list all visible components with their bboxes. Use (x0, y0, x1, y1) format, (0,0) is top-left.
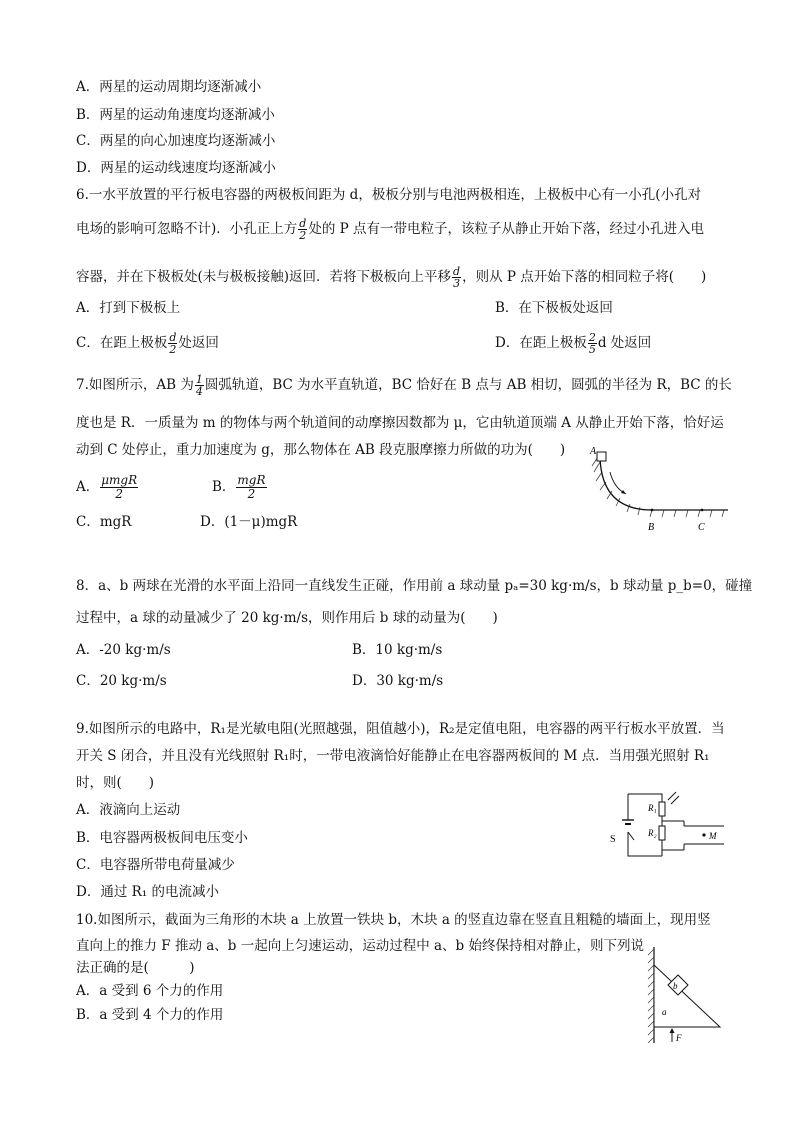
fraction-d-over-2: $\frac{d}{2}$ (299, 217, 307, 242)
point-m-label: M (709, 831, 717, 841)
q9-stem-line3: 时，则( ) (76, 775, 155, 791)
point-a-label: A (590, 446, 597, 457)
q10-stem-line3: 法正确的是( ) (76, 960, 195, 976)
q10-option-b: B．a 受到 4 个力的作用 (76, 1007, 224, 1023)
q7-option-a: A． $\frac{\text{μmgR}}{2}$ (76, 473, 138, 501)
droplet-m (702, 833, 705, 836)
q6-option-c: C．在距上极板 $\frac{d}{2}$ 处返回 (76, 331, 219, 356)
q8-option-b: B．10 kg·m/s (352, 642, 443, 658)
q6-text: 电场的影响可忽略不计)．小孔正上方 (76, 221, 298, 237)
q7-stem-line1: 7.如图所示，AB 为 $\frac{1}{4}$ 圆弧轨道，BC 为水平直轨道，BC 恰好在 B 点与 AB 相切，圆弧的半径为 R，BC 的长 (76, 373, 732, 398)
r1-label: R₁ (648, 803, 657, 813)
q5-option-a: A．两星的运动周期均逐渐减小 (76, 79, 262, 95)
block-b-label: b (673, 981, 678, 991)
q5-option-b: B．两星的运动角速度均逐渐减小 (76, 107, 275, 123)
fraction-1-over-4: $\frac{1}{4}$ (195, 373, 203, 398)
q6-stem-line1: 6.一水平放置的平行板电容器的两极板间距为 d，极板分别与电池两极相连，上极板中心有一小孔(小孔对 (76, 187, 702, 203)
q9-stem-line2: 开关 S 闭合，并且没有光线照射 R₁时，一带电液滴恰好能静止在电容器两板间的 M 点．当用强光照射 R₁ (76, 748, 710, 764)
q8-stem-line2: 过程中，a 球的动量减少了 20 kg·m/s，则作用后 b 球的动量为( ) (76, 610, 498, 626)
fraction-d-over-2: $\frac{d}{2}$ (169, 331, 177, 356)
q9-option-d: D．通过 R₁ 的电流减小 (76, 884, 219, 900)
point-c-label: C (698, 522, 705, 533)
switch-label: S (610, 834, 616, 845)
q6-text: ，则从 P 点开始下落的相同粒子将( ) (462, 269, 707, 285)
q7-stem-line3: 动到 C 处停止，重力加速度为 g，那么物体在 AB 段克服摩擦力所做的功为( ) (76, 442, 566, 458)
motion-arrow-icon (610, 472, 626, 494)
fraction-d-over-3: $\frac{d}{3}$ (453, 265, 461, 290)
wall-block-diagram (640, 945, 730, 1045)
q9-option-a: A．液滴向上运动 (76, 802, 181, 818)
wedge-a (654, 965, 720, 1027)
q8-option-c: C．20 kg·m/s (76, 673, 167, 689)
q6-option-b: B．在下极板处返回 (495, 300, 613, 316)
q5-option-c: C．两星的向心加速度均逐渐减小 (76, 133, 276, 149)
wedge-a-label: a (662, 1007, 667, 1017)
q6-stem-line3 (76, 266, 706, 289)
q10-stem-line2: 直向上的推力 F 推动 a、b 一起向上匀速运动，运动过程中 a、b 始终保持相对静止，则下列说 (76, 938, 644, 954)
q7-option-b: B． $\frac{\text{mgR}}{2}$ (212, 473, 266, 501)
q6-stem-line2 (76, 218, 704, 241)
track-line (600, 454, 728, 510)
fraction-mgr-over-2: $\frac{\text{mgR}}{2}$ (237, 473, 266, 501)
switch-icon (628, 832, 634, 840)
q8-option-d: D．30 kg·m/s (352, 673, 444, 689)
q9-option-b: B．电容器两极板间电压变小 (76, 830, 248, 846)
q6-text: 处的 P 点有一带电粒子，该粒子从静止开始下落，经过小孔进入电 (308, 221, 704, 237)
q6-option-a: A．打到下极板上 (76, 300, 181, 316)
fraction-mumgr-over-2: $\frac{\text{μmgR}}{2}$ (101, 473, 138, 501)
q7-stem-line2: 度也是 R．一质量为 m 的物体与两个轨道间的动摩擦因数都为 μ，它由轨道顶端 A 从静止开始下落，恰好运 (76, 415, 724, 431)
point-b-label: B (648, 522, 655, 533)
block-icon (597, 452, 606, 461)
q9-stem-line1: 9.如图所示的电路中，R₁是光敏电阻(光照越强，阻值越小)，R₂是定值电阻，电容器的两平行板水平放置．当 (76, 721, 725, 737)
track-diagram (586, 444, 731, 534)
q10-stem-line1: 10.如图所示，截面为三角形的木块 a 上放置一铁块 b，木块 a 的竖直边靠在竖直且粗糙的墙面上，现用竖 (76, 912, 711, 928)
circuit-diagram (606, 784, 736, 866)
r2-label: R₂ (648, 828, 657, 838)
q8-option-a: A．-20 kg·m/s (76, 642, 171, 658)
q8-stem-line1: 8．a、b 两球在光滑的水平面上沿同一直线发生正碰，作用前 a 球动量 pₐ=30 kg·m/s，b 球动量 p_b=0，碰撞 (76, 578, 753, 594)
q7-option-c: C．mgR (76, 514, 132, 530)
force-f-label: F (676, 1033, 682, 1043)
r1-resistor (659, 802, 665, 816)
q7-option-d: D．(1－μ)mgR (200, 514, 298, 530)
q6-option-d: D．在距上极板 $\frac{2}{5}$ d 处返回 (495, 331, 652, 356)
q10-option-a: A．a 受到 6 个力的作用 (76, 983, 224, 999)
q5-option-d: D．两星的运动线速度均逐渐减小 (76, 160, 276, 176)
q6-text: 容器，并在下极板处(未与极板接触)返回．若将下极板向上平移 (76, 269, 452, 285)
r2-resistor (659, 826, 665, 840)
fraction-2-over-5: $\frac{2}{5}$ (588, 331, 596, 356)
q9-option-c: C．电容器所带电荷量减少 (76, 857, 235, 873)
